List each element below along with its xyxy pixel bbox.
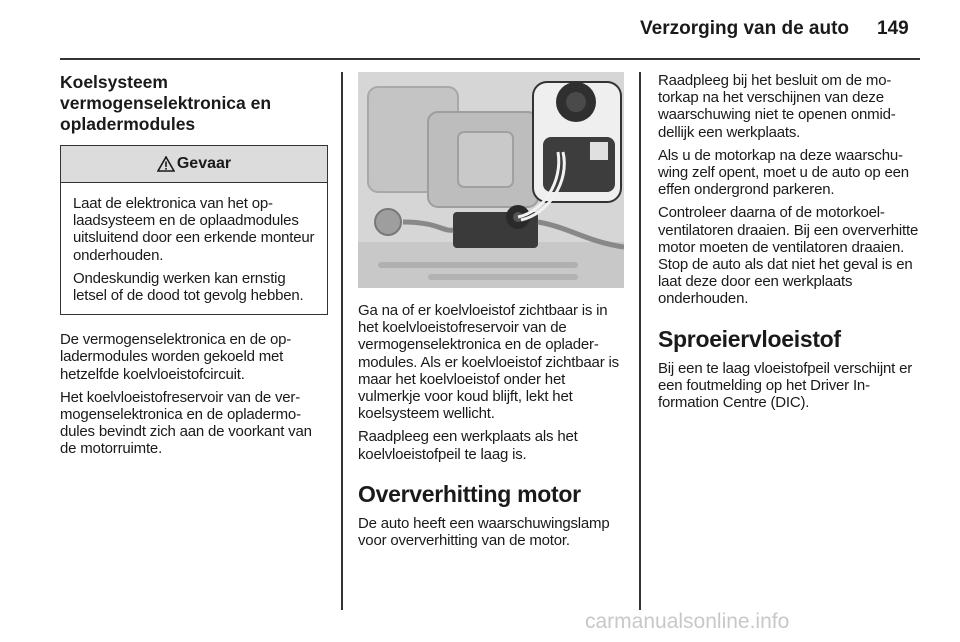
danger-box-header bbox=[61, 146, 327, 183]
body-paragraph: De auto heeft een waarschuwingslamp voor oververhitting van de motor. bbox=[358, 514, 610, 550]
warning-triangle-icon bbox=[157, 156, 175, 172]
column-divider-2 bbox=[639, 72, 641, 610]
running-header-title: Verzorging van de auto bbox=[640, 18, 850, 39]
body-paragraph: Het koelvloeistofreservoir van de vermogenselektronica en de opladermodules bevindt zich aan de voorkant van de motorruimte. bbox=[60, 388, 312, 458]
danger-paragraph: Ondeskundig werken kan ernstig letsel of de dood tot gevolg hebben. bbox=[73, 269, 304, 305]
danger-box-title: Gevaar bbox=[176, 155, 232, 172]
coolant-reservoir-photo bbox=[358, 72, 624, 288]
danger-box-body bbox=[61, 183, 327, 314]
column-divider-1 bbox=[341, 72, 343, 610]
body-paragraph: Controleer daarna of de motorkoelventilatoren draaien. Bij een oververhitte motor moeten de ventilatoren draaien. Stop de auto als dat niet het geval is en laat deze door een werkplaats onderhouden. bbox=[658, 204, 919, 308]
body-paragraph: Raadpleeg een werkplaats als het koelvloeistofpeil te laag is. bbox=[358, 428, 578, 463]
column-2 bbox=[358, 72, 624, 555]
section-title: Sproeiervloeistof bbox=[658, 325, 841, 352]
watermark-text: carmanualsonline.info bbox=[585, 610, 790, 633]
body-paragraph: Bij een te laag vloeistofpeil verschijnt er een foutmelding op het Driver Information Centre (DIC). bbox=[658, 359, 913, 412]
header-rule bbox=[60, 58, 920, 60]
column-1 bbox=[60, 72, 328, 464]
section-title: Oververhitting motor bbox=[358, 480, 581, 507]
danger-box bbox=[60, 145, 328, 315]
column-3 bbox=[658, 72, 924, 417]
body-paragraph: De vermogenselektronica en de opladermodules worden gekoeld met hetzelfde koelvloeistofcircuit. bbox=[60, 331, 292, 383]
body-paragraph: Als u de motorkap na deze waarschuwing zelf opent, moet u de auto op een effen ondergrond parkeren. bbox=[658, 146, 909, 199]
body-paragraph: Ga na of er koelvloeistof zichtbaar is in het koelvloeistofreservoir van de vermogenselektronica en de opladermodules. Als er koelvloeistof zichtbaar is maar het koelvloeistof onder het vulmerkje voor koud blijft, lekt het koelsysteem wellicht. bbox=[358, 302, 619, 423]
page-number: 149 bbox=[877, 18, 909, 39]
danger-paragraph: Laat de elektronica van het oplaadsysteem en de oplaadmodules uitsluitend door een erkende monteur onderhouden. bbox=[73, 195, 315, 264]
body-paragraph: Raadpleeg bij het besluit om de motorkap na het verschijnen van deze waarschuwing niet te openen onmiddellijk een werkplaats. bbox=[658, 72, 896, 141]
subsection-heading: Koelsysteem vermogenselektronica en opladermodules bbox=[60, 72, 272, 134]
